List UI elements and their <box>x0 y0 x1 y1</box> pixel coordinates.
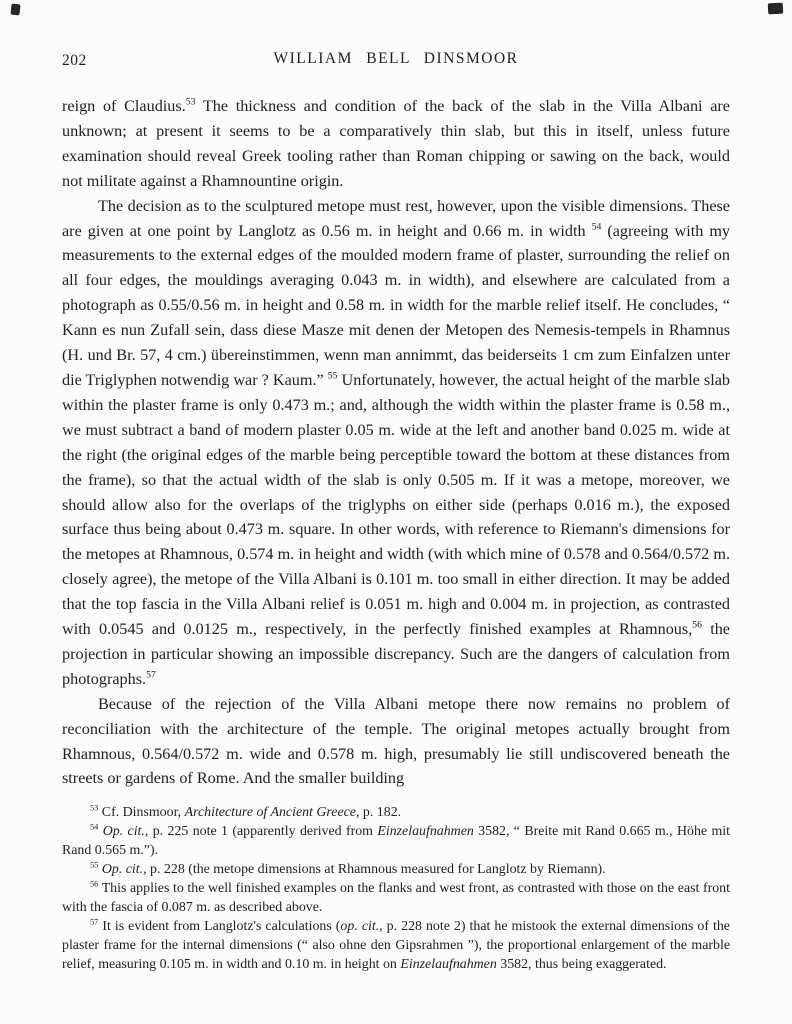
footnote-number: 53 <box>90 803 99 813</box>
text-run: Cf. Dinsmoor, <box>98 805 185 821</box>
paragraph-3 <box>62 692 730 792</box>
text-run: 3582, thus being exaggerated. <box>496 956 667 972</box>
page-number: 202 <box>62 52 87 69</box>
scan-artifact-top-right <box>768 3 784 15</box>
italic-text: Op. cit. <box>102 824 145 840</box>
text-run: , p. 225 note 1 (apparently derived from <box>144 824 378 840</box>
footnote-number: 57 <box>90 917 99 927</box>
footnote-53 <box>62 804 730 823</box>
text-run: , p. 228 note 2) that he mistook the external dimensions of the plaster frame for the internal dimensions (“ also ohne den Gipsrahmen ”), the proportional enlargement of the marble relief, measuring 0.105 m. in width and 0.10 m. in height on <box>62 918 730 972</box>
text-run: The thickness and condition of the back of the slab in the Villa Albani are unknown; at present it seems to be a comparatively thin slab, but this in itself, unless future examination should reveal Greek tooling rather than Roman chipping or sawing on the back, would not militate against a Rhamnountine origin. <box>62 97 730 190</box>
text-run: Unfortunately, however, the actual height of the marble slab within the plaster frame is only 0.473 m.; and, although the width within the plaster frame is 0.58 m., we must subtract a band of modern plaster 0.05 m. wide at the left and another band 0.025 m. wide at the right (the original edges of the marble being perceptible toward the bottom at these distances from the frame), so that the actual width of the slab is only 0.505 m. If it was a metope, moreover, we should allow also for the overlaps of the triglyphs on either side (perhaps 0.016 m.), the exposed surface thus being about 0.473 m. square. In other words, with reference to Riemann's dimensions for the metopes at Rhamnous, 0.574 m. in height and width (with which mine of 0.578 and 0.564/0.572 m. closely agree), the metope of the Villa Albani is 0.101 m. too small in either direction. It may be added that the top fascia in the Villa Albani relief is 0.051 m. high and 0.004 m. in projection, as contrasted with 0.0545 and 0.0125 m., respectively, in the perfectly finished examples at Rhamnous, <box>62 370 730 639</box>
paragraph-1 <box>62 94 730 194</box>
italic-text: Einzelaufnahmen <box>400 956 497 972</box>
text-run: This applies to the well finished examples on the flanks and west front, as contrasted with those on the east front with the fascia of 0.087 m. as described above. <box>62 881 730 915</box>
text-run: reign of Claudius. <box>62 97 186 115</box>
italic-text: Einzelaufnahmen <box>377 824 474 840</box>
text-run: (agreeing with my measurements to the external edges of the moulded modern frame of plaster, surrounding the relief on all four edges, the mouldings averaging 0.043 m. in width), and elsewhere are calculated from a photograph as 0.55/0.56 m. in height and 0.58 m. in width for the marble relief itself. He concludes, “ Kann es nun Zufall sein, dass diese Masze mit denen der Metopen des Nemesis-tempels in Rhamnus (H. und Br. 57, 4 cm.) übereinstimmen, wenn man annimmt, das beiderseits 1 cm zum Einfalzen unter die Triglyphen notwendig war ? Kaum.” <box>62 221 730 389</box>
footnote-number: 54 <box>591 221 602 233</box>
italic-text: op. cit. <box>340 918 380 934</box>
italic-text: Architecture of Ancient Greece <box>184 805 356 821</box>
footnote-number: 55 <box>90 860 99 870</box>
footnote-number: 56 <box>90 879 99 889</box>
text-run: the projection in particular showing an impossible discrepancy. Such are the dangers of calculation from photographs. <box>62 620 730 688</box>
footnote-number: 57 <box>146 669 156 681</box>
footnote-number: 53 <box>185 96 196 108</box>
footnote-number: 56 <box>692 619 702 631</box>
text-run: The decision as to the sculptured metope must rest, however, upon the visible dimensions. These are given at one point by Langlotz as 0.56 m. in height and 0.66 m. in width <box>62 196 730 240</box>
footnote-54 <box>62 823 730 861</box>
footnote-55 <box>62 861 730 880</box>
italic-text: Op. cit. <box>101 862 144 878</box>
text-run: Because of the rejection of the Villa Albani metope there now remains no problem of reconciliation with the architecture of the temple. The original metopes actually brought from Rhamnous, 0.564/0.572 m. wide and 0.578 m. high, presumably lie still undiscovered beneath the streets or gardens of Rome. And the smaller building <box>62 694 730 788</box>
running-title: WILLIAM BELL DINSMOOR <box>273 50 519 67</box>
running-header <box>62 50 730 72</box>
footnote-56 <box>62 880 730 918</box>
article-body <box>62 94 730 791</box>
footnotes-section <box>62 804 730 974</box>
text-run: , p. 228 (the metope dimensions at Rhamnous measured for Langlotz by Riemann). <box>143 862 606 878</box>
text-run: It is evident from Langlotz's calculations ( <box>98 918 341 934</box>
footnote-number: 55 <box>327 370 338 382</box>
text-run: , p. 182. <box>355 805 402 821</box>
text-run: 3582, “ Breite mit Rand 0.665 m., Höhe mit Rand 0.565 m.”). <box>62 824 730 859</box>
scan-artifact-top-left <box>10 4 20 16</box>
paragraph-2 <box>62 194 730 692</box>
footnote-57 <box>62 918 730 975</box>
footnote-number: 54 <box>90 822 99 832</box>
